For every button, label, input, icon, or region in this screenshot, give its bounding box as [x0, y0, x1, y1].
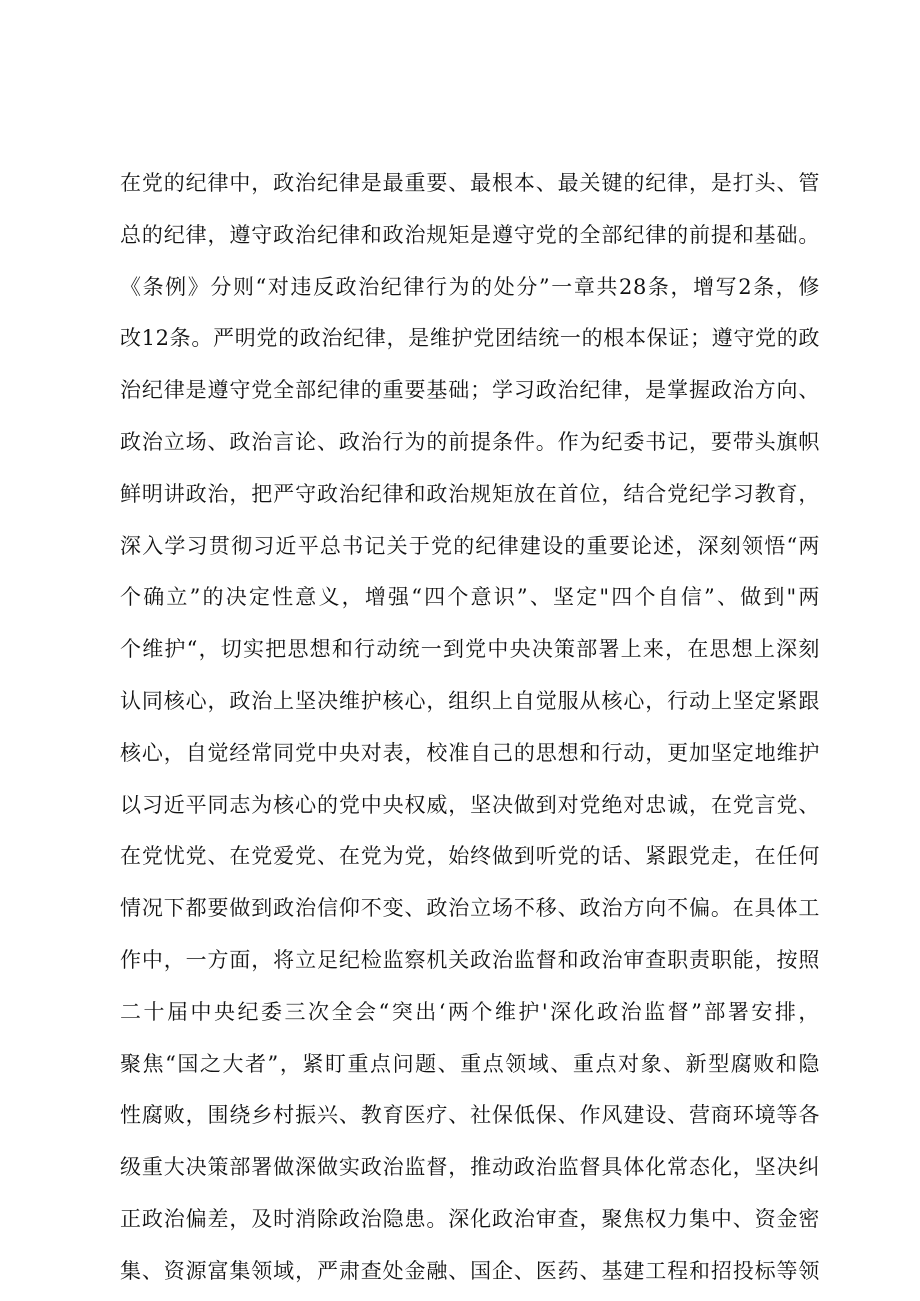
text-line: 在党忧党、在党爱党、在党为党，始终做到听党的话、紧跟党走，在任何: [120, 844, 820, 869]
text-line: 二十届中央纪委三次全会“突出‘两个维护'深化政治监督”部署安排，: [120, 999, 820, 1024]
text-line: 政治立场、政治言论、政治行为的前提条件。作为纪委书记，要带头旗帜: [120, 429, 820, 454]
text-line: 核心，自觉经常同党中央对表，校准自己的思想和行动，更加坚定地维护: [120, 740, 820, 765]
text-line: 改12条。严明党的政治纪律，是维护党团结统一的根本保证；遵守党的政: [120, 326, 820, 351]
text-line: 情况下都要做到政治信仰不变、政治立场不移、政治方向不偏。在具体工: [120, 896, 820, 921]
text-line: 正政治偏差，及时消除政治隐患。深化政治审查，聚焦权力集中、资金密: [120, 1206, 820, 1231]
text-line: 作中，一方面，将立足纪检监察机关政治监督和政治审查职责职能，按照: [120, 947, 820, 972]
text-line: 以习近平同志为核心的党中央权威，坚决做到对党绝对忠诚，在党言党、: [120, 792, 820, 817]
text-line: 级重大决策部署做深做实政治监督，推动政治监督具体化常态化，坚决纠: [120, 1155, 820, 1180]
text-line: 深入学习贯彻习近平总书记关于党的纪律建设的重要论述，深刻领悟“两: [120, 533, 820, 558]
text-line: 治纪律是遵守党全部纪律的重要基础；学习政治纪律，是掌握政治方向、: [120, 378, 820, 403]
body-paragraph: [120, 158, 820, 1298]
text-line: 性腐败，围绕乡村振兴、教育医疗、社保低保、作风建设、营商环境等各: [120, 1103, 820, 1128]
text-line: 鲜明讲政治，把严守政治纪律和政治规矩放在首位，结合党纪学习教育，: [120, 481, 820, 506]
text-line: 聚焦“国之大者”，紧盯重点问题、重点领域、重点对象、新型腐败和隐: [120, 1051, 820, 1076]
text-line: 总的纪律，遵守政治纪律和政治规矩是遵守党的全部纪律的前提和基础。: [120, 222, 820, 247]
text-line: 个确立”的决定性意义，增强“四个意识”、坚定"四个自信”、做到"两: [120, 585, 820, 610]
text-line: 《条例》分则“对违反政治纪律行为的处分”一章共28条，增写2条，修: [120, 274, 820, 299]
text-line: 认同核心，政治上坚决维护核心，组织上自觉服从核心，行动上坚定紧跟: [120, 688, 820, 713]
text-line: 集、资源富集领域，严肃查处金融、国企、医药、基建工程和招投标等领: [120, 1258, 820, 1283]
text-line: 个维护“，切实把思想和行动统一到党中央决策部署上来，在思想上深刻: [120, 637, 820, 662]
text-line: 在党的纪律中，政治纪律是最重要、最根本、最关键的纪律，是打头、管: [120, 171, 820, 195]
